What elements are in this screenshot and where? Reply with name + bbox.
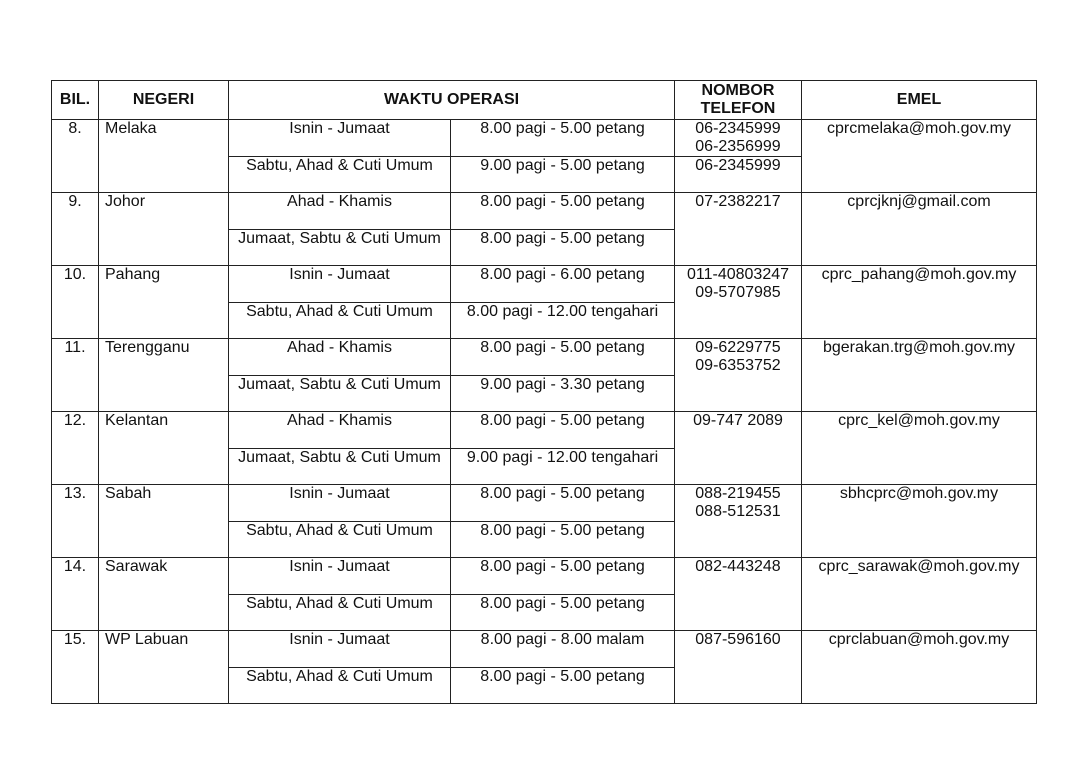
operating-time: 8.00 pagi - 5.00 petang	[451, 668, 675, 704]
table-header-row	[52, 81, 1037, 120]
operating-days: Isnin - Jumaat	[229, 631, 451, 668]
operating-days: Sabtu, Ahad & Cuti Umum	[229, 303, 451, 339]
operating-time: 8.00 pagi - 5.00 petang	[451, 558, 675, 595]
email-address: sbhcprc@moh.gov.my	[802, 485, 1037, 558]
operating-time: 8.00 pagi - 5.00 petang	[451, 120, 675, 157]
operating-days: Sabtu, Ahad & Cuti Umum	[229, 668, 451, 704]
header-nombor-telefon	[675, 81, 802, 120]
state-name: Terengganu	[99, 339, 229, 412]
phone-cell	[675, 157, 802, 193]
operating-days: Ahad - Khamis	[229, 339, 451, 376]
operating-time: 8.00 pagi - 5.00 petang	[451, 485, 675, 522]
phone-cell	[675, 412, 802, 485]
operating-time: 8.00 pagi - 8.00 malam	[451, 631, 675, 668]
state-name: Melaka	[99, 120, 229, 193]
header-telefon-line1: NOMBOR	[701, 82, 775, 99]
phone-cell	[675, 558, 802, 631]
row-number: 15.	[52, 631, 99, 704]
operating-hours-table	[51, 80, 1037, 704]
header-waktu-operasi: WAKTU OPERASI	[229, 81, 675, 120]
row-number: 14.	[52, 558, 99, 631]
state-name: Pahang	[99, 266, 229, 339]
operating-days: Isnin - Jumaat	[229, 558, 451, 595]
phone-number: 088-512531	[695, 503, 781, 520]
header-telefon-line2: TELEFON	[700, 100, 776, 117]
email-address: cprclabuan@moh.gov.my	[802, 631, 1037, 704]
operating-days: Sabtu, Ahad & Cuti Umum	[229, 522, 451, 558]
operating-days: Jumaat, Sabtu & Cuti Umum	[229, 376, 451, 412]
table-row	[52, 412, 1037, 449]
phone-cell	[675, 266, 802, 339]
operating-time: 8.00 pagi - 6.00 petang	[451, 266, 675, 303]
operating-time: 8.00 pagi - 5.00 petang	[451, 522, 675, 558]
operating-days: Sabtu, Ahad & Cuti Umum	[229, 157, 451, 193]
table-row	[52, 266, 1037, 303]
row-number: 9.	[52, 193, 99, 266]
operating-days: Ahad - Khamis	[229, 193, 451, 230]
state-name: WP Labuan	[99, 631, 229, 704]
state-name: Sarawak	[99, 558, 229, 631]
phone-cell	[675, 631, 802, 704]
state-name: Kelantan	[99, 412, 229, 485]
phone-number: 087-596160	[695, 631, 781, 648]
phone-cell	[675, 485, 802, 558]
email-address: bgerakan.trg@moh.gov.my	[802, 339, 1037, 412]
phone-number: 09-747 2089	[693, 412, 783, 429]
header-emel: EMEL	[802, 81, 1037, 120]
table-row	[52, 631, 1037, 668]
table-row	[52, 339, 1037, 376]
email-address: cprcmelaka@moh.gov.my	[802, 120, 1037, 193]
phone-number: 06-2345999	[695, 120, 781, 137]
phone-number: 07-2382217	[695, 193, 781, 210]
phone-number: 082-443248	[695, 558, 781, 575]
email-address: cprc_kel@moh.gov.my	[802, 412, 1037, 485]
operating-days: Jumaat, Sabtu & Cuti Umum	[229, 230, 451, 266]
phone-number: 011-40803247	[686, 266, 790, 283]
table-row	[52, 558, 1037, 595]
operating-time: 8.00 pagi - 5.00 petang	[451, 412, 675, 449]
row-number: 12.	[52, 412, 99, 485]
table-row	[52, 120, 1037, 157]
row-number: 13.	[52, 485, 99, 558]
phone-cell	[675, 120, 802, 157]
operating-time: 8.00 pagi - 5.00 petang	[451, 230, 675, 266]
row-number: 8.	[52, 120, 99, 193]
operating-days: Isnin - Jumaat	[229, 120, 451, 157]
phone-number: 06-2356999	[695, 138, 781, 155]
operating-days: Jumaat, Sabtu & Cuti Umum	[229, 449, 451, 485]
operating-days: Sabtu, Ahad & Cuti Umum	[229, 595, 451, 631]
table-row	[52, 485, 1037, 522]
email-address: cprc_sarawak@moh.gov.my	[802, 558, 1037, 631]
email-address: cprcjknj@gmail.com	[802, 193, 1037, 266]
operating-time: 9.00 pagi - 12.00 tengahari	[451, 449, 675, 485]
operating-days: Ahad - Khamis	[229, 412, 451, 449]
email-address: cprc_pahang@moh.gov.my	[802, 266, 1037, 339]
operating-time: 8.00 pagi - 5.00 petang	[451, 339, 675, 376]
phone-number: 09-5707985	[695, 284, 781, 301]
row-number: 11.	[52, 339, 99, 412]
table-row	[52, 193, 1037, 230]
operating-time: 9.00 pagi - 5.00 petang	[451, 157, 675, 193]
state-name: Sabah	[99, 485, 229, 558]
header-bil: BIL.	[52, 81, 99, 120]
phone-cell	[675, 339, 802, 412]
state-name: Johor	[99, 193, 229, 266]
operating-time: 9.00 pagi - 3.30 petang	[451, 376, 675, 412]
phone-cell	[675, 193, 802, 266]
phone-number: 06-2345999	[695, 157, 781, 174]
phone-number: 088-219455	[695, 485, 781, 502]
header-negeri: NEGERI	[99, 81, 229, 120]
operating-days: Isnin - Jumaat	[229, 485, 451, 522]
operating-days: Isnin - Jumaat	[229, 266, 451, 303]
phone-number: 09-6229775	[695, 339, 781, 356]
operating-time: 8.00 pagi - 5.00 petang	[451, 193, 675, 230]
operating-time: 8.00 pagi - 12.00 tengahari	[451, 303, 675, 339]
phone-number: 09-6353752	[695, 357, 781, 374]
row-number: 10.	[52, 266, 99, 339]
operating-time: 8.00 pagi - 5.00 petang	[451, 595, 675, 631]
